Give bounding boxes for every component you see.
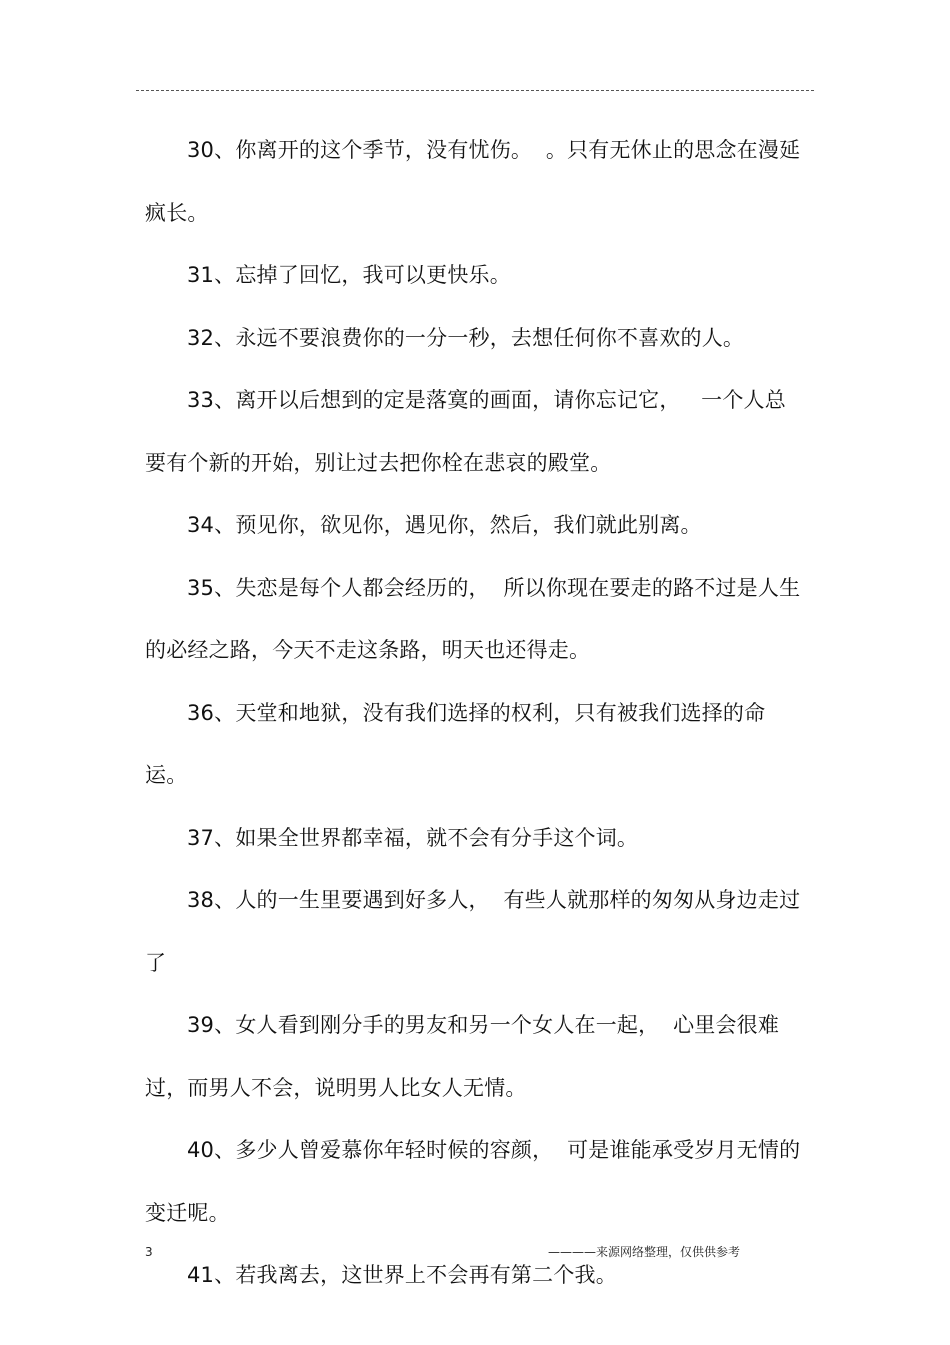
paragraph-39: 39、女人看到刚分手的男友和另一个女人在一起， 心里会很难过，而男人不会，说明男人比女人无情。 — [145, 1013, 780, 1100]
paragraph-32: 32、永远不要浪费你的一分一秒，去想任何你不喜欢的人。 — [187, 325, 745, 350]
paragraph-34: 34、预见你，欲见你，遇见你，然后，我们就此别离。 — [187, 513, 702, 537]
paragraph-41: 41、若我离去，这世界上不会再有第二个我。 — [187, 1263, 617, 1287]
paragraph-30: 30、你离开的这个季节，没有忧伤。 。只有无休止的思念在漫延疯长。 — [145, 138, 801, 225]
paragraph-31: 31、忘掉了回忆，我可以更快乐。 — [187, 263, 511, 287]
paragraph-35: 35、失恋是每个人都会经历的， 所以你现在要走的路不过是人生的必经之路，今天不走这条路，明天也还得走。 — [145, 575, 801, 662]
header-divider — [136, 90, 814, 91]
page-number: 3 — [145, 1245, 153, 1259]
paragraph-33: 33、离开以后想到的定是落寞的画面，请你忘记它， 一个人总要有个新的开始，别让过去把你栓在悲哀的殿堂。 — [145, 388, 786, 475]
paragraph-36: 36、天堂和地狱，没有我们选择的权利，只有被我们选择的命运。 — [145, 700, 766, 787]
paragraph-38: 38、人的一生里要遇到好多人， 有些人就那样的匆匆从身边走过了 — [145, 888, 801, 975]
paragraph-40: 40、多少人曾爱慕你年轻时候的容颜， 可是谁能承受岁月无情的变迁呢。 — [145, 1138, 801, 1225]
paragraph-37: 37、如果全世界都幸福，就不会有分手这个词。 — [187, 825, 639, 850]
document-body — [145, 119, 805, 1307]
source-note: ————来源网络整理，仅供供参考 — [548, 1245, 741, 1259]
